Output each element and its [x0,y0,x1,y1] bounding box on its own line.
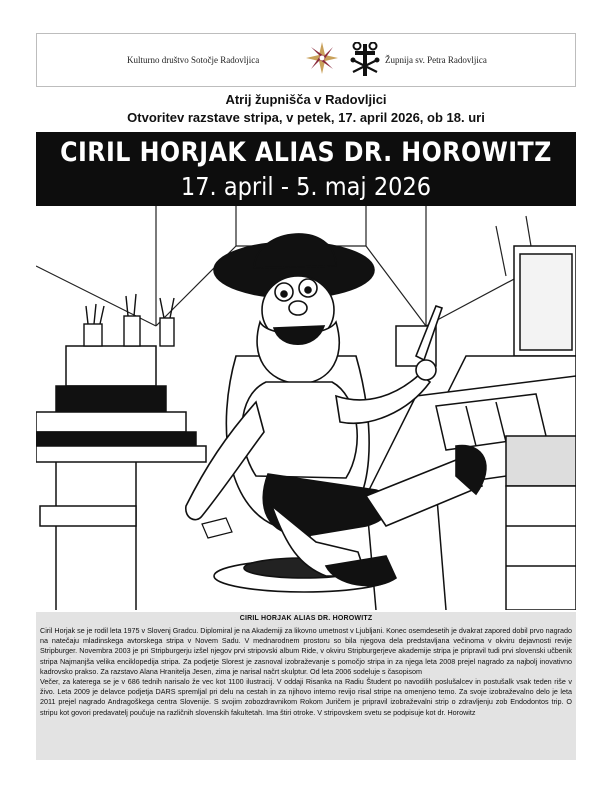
bio-paragraph-1: Ciril Horjak se je rodil leta 1975 v Slovenj Gradcu. Diplomiral je na Akademiji za likovno umetnost v Ljubljani. Konec osemdesetih je dvakrat zapored dobil prvo nagrado na natečaju mladinskega avtorskega stripa v Novem Sadu. V mednarodnem prostoru so bila njegova dela predstavljana večinoma v okviru dejavnosti revije Stripburger. Novembra 2003 je pri Stripburgerju izšel njegov prvi stripovski album Ride, v okviru Stripburgerjeve akademije stripa je pripravil tudi prvi slovenski učbenik stripa Najmanjša velika enciklopedija stripa. Za podjetje Slorest je zasnoval izobraževanje s pomočjo stripa in za njega leta 2008 prejel nagrado za najbolj inovativno kadrovsko prakso. Za razstavo Alana Hranitelja Jesen, zima je narisal načrt skulptur. Od leta 2006 sodeluje s časopisom [40,626,572,676]
bio-text [40,626,572,718]
left-org-name: Kulturno društvo Sotočje Radovljica [127,55,260,65]
bio-heading: CIRIL HORJAK ALIAS DR. HOROWITZ [239,615,373,622]
exhibition-dates: 17. april - 5. maj 2026 [180,172,432,201]
right-org-name: Župnija sv. Petra Radovljica [385,55,487,65]
header-box [36,33,576,87]
opening-text: Otvoritev razstave stripa, v petek, 17. april 2026, ob 18. uri [127,110,485,125]
cross-keys-logo-icon [349,42,381,83]
bio-paragraph-2: Večer, za katerega se je v 686 tednih narisalo že vec kot 1100 ilustracij. V oddaji Risanka na Radiu Študent po navodilih poslušalcev in postušalk vsak teden riše v živo. Leta 2009 je delavce podjetja DARS spremljal pri delu na cestah in za njihovo interno revijo risal stripe na omenjeno temo. Za svoje izobraževalno delo je leta 2011 prejel nagrado Andragoškega centra Slovenije. S svojim zobozdravnikom Rokom Juričem je pripravil izobraževalni strip o zdravljenju zob Endodontos trip. O stripu kot govori predavatelj poučuje na različnih slovenskih fakultetah. Ima štiri otroke. V stripovskem svetu se podpisuje kot dr. Horowitz [40,677,572,717]
venue-text: Atrij župnišča v Radovljici [225,92,387,107]
exhibition-title: CIRIL HORJAK ALIAS DR. HOROWITZ [60,137,552,168]
cartoon-artist-illustration [36,206,576,610]
star-logo-icon [305,40,339,81]
